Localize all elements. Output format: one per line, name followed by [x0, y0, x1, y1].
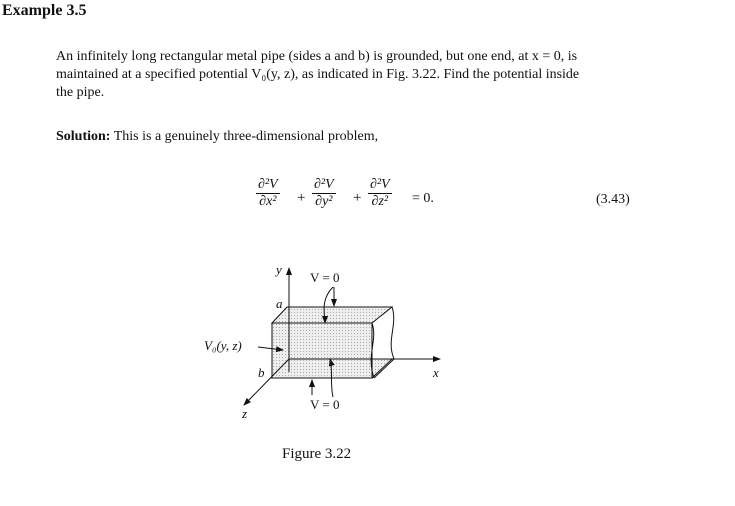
plus-sign: + [297, 190, 306, 206]
denominator: ∂z² [371, 194, 389, 209]
top-potential-label: V = 0 [310, 270, 340, 285]
problem-line: the pipe. [56, 85, 105, 100]
plus-sign: + [353, 190, 362, 206]
solution-text: This is a genuinely three-dimensional problem, [113, 129, 379, 144]
z-axis-label: z [242, 406, 248, 421]
problem-line: An infinitely long rectangular metal pipe (sides a and b) is grounded, but one end, at x = 0, is [56, 49, 578, 64]
problem-line: maintained at a specified potential V₀(y, z), as indicated in Fig. 3.22. Find the potential inside [56, 67, 580, 82]
numerator: ∂²V [258, 177, 278, 192]
equation-number: (3.43) [596, 192, 630, 207]
side-b-label: b [258, 365, 265, 380]
solution-label: Solution: [56, 129, 111, 144]
end-potential-label: V₀(y, z) [204, 338, 242, 353]
pipe-end-face [272, 323, 372, 378]
y-axis-label: y [276, 262, 282, 277]
bottom-potential-label: V = 0 [310, 397, 340, 412]
denominator: ∂y² [315, 194, 333, 209]
figure-caption: Figure 3.22 [282, 446, 352, 462]
equation-rhs: = 0. [412, 191, 434, 206]
numerator: ∂²V [370, 177, 390, 192]
pipe-top-face [272, 307, 392, 323]
side-a-label: a [276, 296, 283, 311]
denominator: ∂x² [259, 194, 277, 209]
z-axis [244, 359, 289, 405]
example-heading: Example 3.5 [2, 2, 87, 19]
numerator: ∂²V [314, 177, 334, 192]
x-axis-label: x [433, 365, 439, 380]
